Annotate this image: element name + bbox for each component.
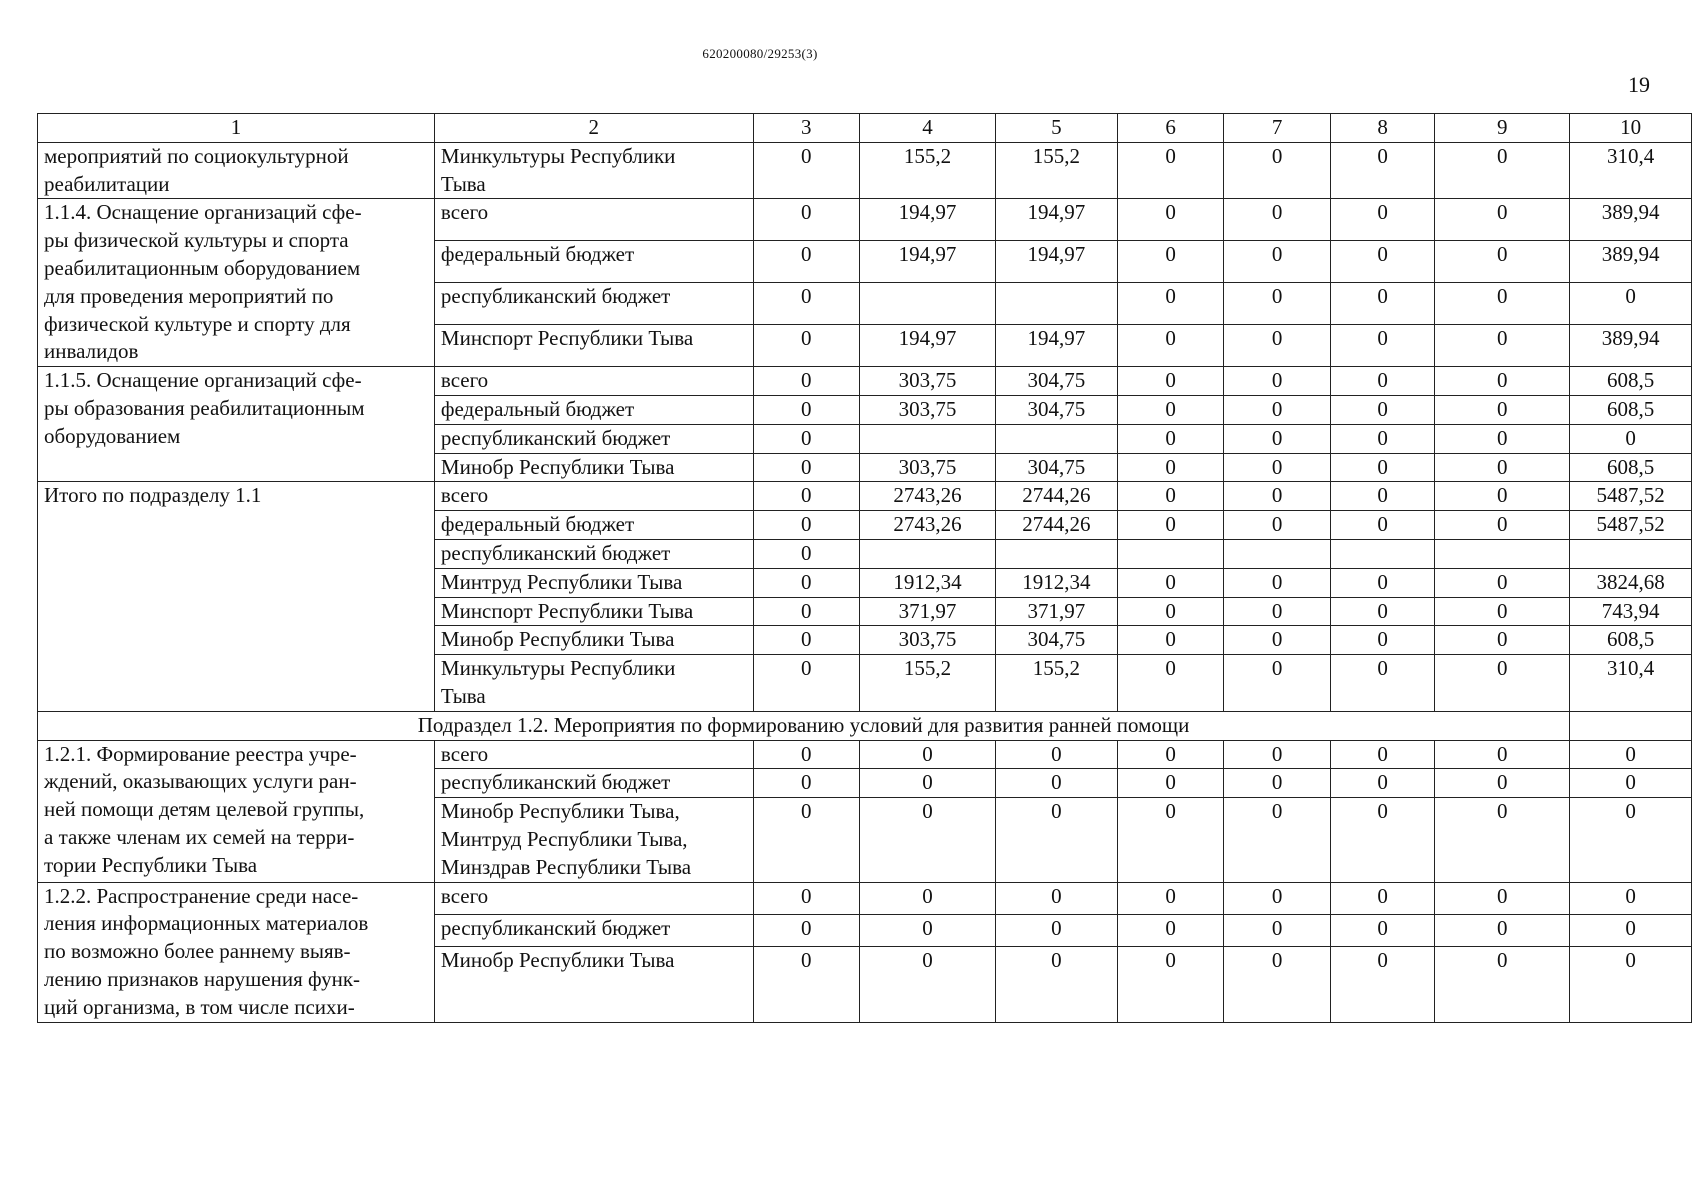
funding-source: Минспорт Республики Тыва xyxy=(434,325,753,367)
funding-source: всего xyxy=(434,740,753,769)
value-col-4: 0 xyxy=(860,798,996,882)
value-col-3: 0 xyxy=(753,740,860,769)
value-col-6: 0 xyxy=(1117,655,1224,712)
value-col-4: 303,75 xyxy=(860,453,996,482)
value-col-4: 155,2 xyxy=(860,655,996,712)
value-col-9: 0 xyxy=(1435,769,1570,798)
value-col-3: 0 xyxy=(753,882,860,914)
value-col-7: 0 xyxy=(1224,769,1331,798)
value-col-9: 0 xyxy=(1435,740,1570,769)
value-col-10: 389,94 xyxy=(1570,199,1692,241)
value-col-9: 0 xyxy=(1435,597,1570,626)
value-col-10: 743,94 xyxy=(1570,597,1692,626)
measure-name: 1.2.1. Формирование реестра учре- ждений, оказывающих услуги ран- ней помощи детям целевой группы, а также членам их семей на терри- тории Республики Тыва xyxy=(38,740,435,882)
column-header-3: 3 xyxy=(753,114,860,143)
value-col-3: 0 xyxy=(753,241,860,283)
column-header-5: 5 xyxy=(996,114,1118,143)
value-col-7: 0 xyxy=(1224,798,1331,882)
value-col-8: 0 xyxy=(1330,283,1434,325)
value-col-9 xyxy=(1435,539,1570,568)
value-col-7: 0 xyxy=(1224,482,1331,511)
value-col-4: 2743,26 xyxy=(860,511,996,540)
value-col-3: 0 xyxy=(753,325,860,367)
value-col-5 xyxy=(996,424,1118,453)
value-col-9: 0 xyxy=(1435,325,1570,367)
value-col-8: 0 xyxy=(1330,740,1434,769)
value-col-3: 0 xyxy=(753,453,860,482)
value-col-3: 0 xyxy=(753,946,860,1022)
value-col-9: 0 xyxy=(1435,798,1570,882)
column-header-1: 1 xyxy=(38,114,435,143)
column-header-7: 7 xyxy=(1224,114,1331,143)
value-col-6: 0 xyxy=(1117,597,1224,626)
value-col-10: 0 xyxy=(1570,882,1692,914)
value-col-5: 0 xyxy=(996,882,1118,914)
value-col-4 xyxy=(860,539,996,568)
value-col-9: 0 xyxy=(1435,395,1570,424)
value-col-6: 0 xyxy=(1117,142,1224,199)
value-col-5: 155,2 xyxy=(996,655,1118,712)
value-col-10: 0 xyxy=(1570,740,1692,769)
value-col-7: 0 xyxy=(1224,946,1331,1022)
funding-source: республиканский бюджет xyxy=(434,283,753,325)
value-col-3: 0 xyxy=(753,626,860,655)
value-col-5 xyxy=(996,539,1118,568)
value-col-9: 0 xyxy=(1435,142,1570,199)
value-col-7: 0 xyxy=(1224,367,1331,396)
value-col-4: 303,75 xyxy=(860,626,996,655)
value-col-7: 0 xyxy=(1224,453,1331,482)
value-col-4: 0 xyxy=(860,740,996,769)
value-col-8: 0 xyxy=(1330,914,1434,946)
value-col-9: 0 xyxy=(1435,199,1570,241)
value-col-6: 0 xyxy=(1117,626,1224,655)
value-col-4: 0 xyxy=(860,882,996,914)
value-col-6: 0 xyxy=(1117,482,1224,511)
measure-name: Итого по подразделу 1.1 xyxy=(38,482,435,711)
value-col-9: 0 xyxy=(1435,283,1570,325)
funding-source: всего xyxy=(434,367,753,396)
funding-source: всего xyxy=(434,482,753,511)
value-col-10: 608,5 xyxy=(1570,626,1692,655)
value-col-10: 5487,52 xyxy=(1570,482,1692,511)
value-col-10: 0 xyxy=(1570,424,1692,453)
funding-source: Минтруд Республики Тыва xyxy=(434,568,753,597)
value-col-10: 0 xyxy=(1570,914,1692,946)
table-row xyxy=(38,367,1692,396)
value-col-4: 0 xyxy=(860,946,996,1022)
value-col-9: 0 xyxy=(1435,241,1570,283)
value-col-4: 1912,34 xyxy=(860,568,996,597)
value-col-8: 0 xyxy=(1330,626,1434,655)
value-col-4: 2743,26 xyxy=(860,482,996,511)
value-col-9: 0 xyxy=(1435,424,1570,453)
value-col-4 xyxy=(860,424,996,453)
value-col-4: 0 xyxy=(860,914,996,946)
value-col-9: 0 xyxy=(1435,511,1570,540)
value-col-6: 0 xyxy=(1117,283,1224,325)
value-col-9: 0 xyxy=(1435,882,1570,914)
value-col-6: 0 xyxy=(1117,199,1224,241)
funding-source: Минобр Республики Тыва xyxy=(434,946,753,1022)
funding-source: всего xyxy=(434,882,753,914)
value-col-4: 0 xyxy=(860,769,996,798)
funding-source: Минкультуры Республики Тыва xyxy=(434,142,753,199)
measure-name: мероприятий по социокультурной реабилитации xyxy=(38,142,435,199)
value-col-7: 0 xyxy=(1224,395,1331,424)
value-col-4 xyxy=(860,283,996,325)
value-col-6: 0 xyxy=(1117,453,1224,482)
value-col-4: 371,97 xyxy=(860,597,996,626)
value-col-7: 0 xyxy=(1224,597,1331,626)
value-col-5: 2744,26 xyxy=(996,511,1118,540)
funding-source: Минкультуры Республики Тыва xyxy=(434,655,753,712)
value-col-8: 0 xyxy=(1330,655,1434,712)
value-col-7: 0 xyxy=(1224,142,1331,199)
value-col-8: 0 xyxy=(1330,395,1434,424)
column-header-2: 2 xyxy=(434,114,753,143)
value-col-9: 0 xyxy=(1435,655,1570,712)
value-col-7: 0 xyxy=(1224,283,1331,325)
value-col-6: 0 xyxy=(1117,914,1224,946)
value-col-5: 304,75 xyxy=(996,367,1118,396)
value-col-6: 0 xyxy=(1117,946,1224,1022)
value-col-8: 0 xyxy=(1330,482,1434,511)
value-col-5: 194,97 xyxy=(996,241,1118,283)
value-col-5: 2744,26 xyxy=(996,482,1118,511)
value-col-7: 0 xyxy=(1224,655,1331,712)
value-col-7: 0 xyxy=(1224,424,1331,453)
value-col-3: 0 xyxy=(753,798,860,882)
value-col-6: 0 xyxy=(1117,367,1224,396)
value-col-6: 0 xyxy=(1117,798,1224,882)
value-col-3: 0 xyxy=(753,367,860,396)
value-col-7: 0 xyxy=(1224,740,1331,769)
table-row xyxy=(38,482,1692,511)
value-col-10: 0 xyxy=(1570,769,1692,798)
value-col-5: 304,75 xyxy=(996,395,1118,424)
value-col-5: 0 xyxy=(996,740,1118,769)
measure-name: 1.1.5. Оснащение организаций сфе- ры образования реабилитационным оборудованием xyxy=(38,367,435,482)
document-number: 620200080/29253(3) xyxy=(702,46,818,61)
value-col-5: 194,97 xyxy=(996,325,1118,367)
value-col-10: 310,4 xyxy=(1570,142,1692,199)
value-col-8: 0 xyxy=(1330,597,1434,626)
value-col-6 xyxy=(1117,539,1224,568)
subsection-title: Подраздел 1.2. Мероприятия по формированию условий для развития ранней помощи xyxy=(38,711,1570,740)
value-col-3: 0 xyxy=(753,199,860,241)
value-col-6: 0 xyxy=(1117,882,1224,914)
funding-source: федеральный бюджет xyxy=(434,241,753,283)
value-col-10: 0 xyxy=(1570,946,1692,1022)
value-col-7: 0 xyxy=(1224,626,1331,655)
value-col-5: 304,75 xyxy=(996,453,1118,482)
value-col-7: 0 xyxy=(1224,241,1331,283)
funding-source: федеральный бюджет xyxy=(434,511,753,540)
funding-source: Минобр Республики Тыва xyxy=(434,453,753,482)
value-col-5: 155,2 xyxy=(996,142,1118,199)
value-col-7: 0 xyxy=(1224,882,1331,914)
value-col-7 xyxy=(1224,539,1331,568)
header-row xyxy=(38,114,1692,143)
value-col-3: 0 xyxy=(753,142,860,199)
table-row xyxy=(38,882,1692,914)
value-col-9: 0 xyxy=(1435,367,1570,396)
value-col-8: 0 xyxy=(1330,882,1434,914)
value-col-8: 0 xyxy=(1330,367,1434,396)
value-col-4: 303,75 xyxy=(860,395,996,424)
value-col-5 xyxy=(996,283,1118,325)
value-col-9: 0 xyxy=(1435,453,1570,482)
value-col-8: 0 xyxy=(1330,798,1434,882)
value-col-3: 0 xyxy=(753,568,860,597)
value-col-9: 0 xyxy=(1435,482,1570,511)
value-col-8: 0 xyxy=(1330,424,1434,453)
value-col-3: 0 xyxy=(753,539,860,568)
column-header-4: 4 xyxy=(860,114,996,143)
value-col-10: 3824,68 xyxy=(1570,568,1692,597)
value-col-10: 0 xyxy=(1570,283,1692,325)
column-header-6: 6 xyxy=(1117,114,1224,143)
subsection-row xyxy=(38,711,1692,740)
value-col-3: 0 xyxy=(753,511,860,540)
value-col-6: 0 xyxy=(1117,395,1224,424)
value-col-10: 310,4 xyxy=(1570,655,1692,712)
value-col-5: 0 xyxy=(996,769,1118,798)
value-col-10: 608,5 xyxy=(1570,453,1692,482)
funding-source: республиканский бюджет xyxy=(434,539,753,568)
value-col-10: 608,5 xyxy=(1570,395,1692,424)
table-row xyxy=(38,142,1692,199)
column-header-8: 8 xyxy=(1330,114,1434,143)
value-col-10: 389,94 xyxy=(1570,241,1692,283)
measure-name: 1.2.2. Распространение среди насе- ления информационных материалов по возможно более раннему выяв- лению признаков нарушения функ- ций организма, в том числе психи- xyxy=(38,882,435,1022)
funding-source: федеральный бюджет xyxy=(434,395,753,424)
column-header-10: 10 xyxy=(1570,114,1692,143)
value-col-8: 0 xyxy=(1330,511,1434,540)
value-col-5: 304,75 xyxy=(996,626,1118,655)
value-col-7: 0 xyxy=(1224,568,1331,597)
funding-source: республиканский бюджет xyxy=(434,769,753,798)
value-col-7: 0 xyxy=(1224,325,1331,367)
value-col-8 xyxy=(1330,539,1434,568)
funding-source: всего xyxy=(434,199,753,241)
value-col-5: 194,97 xyxy=(996,199,1118,241)
value-col-4: 194,97 xyxy=(860,199,996,241)
value-col-6: 0 xyxy=(1117,325,1224,367)
subsection-empty-cell xyxy=(1570,711,1692,740)
funding-source: Минобр Республики Тыва, Минтруд Республики Тыва, Минздрав Республики Тыва xyxy=(434,798,753,882)
value-col-3: 0 xyxy=(753,482,860,511)
value-col-4: 194,97 xyxy=(860,325,996,367)
value-col-9: 0 xyxy=(1435,946,1570,1022)
value-col-8: 0 xyxy=(1330,325,1434,367)
table-row xyxy=(38,740,1692,769)
value-col-7: 0 xyxy=(1224,511,1331,540)
measure-name: 1.1.4. Оснащение организаций сфе- ры физической культуры и спорта реабилитационным оборудованием для проведения мероприятий по физической культуре и спорту для инвалидов xyxy=(38,199,435,367)
value-col-4: 194,97 xyxy=(860,241,996,283)
funding-source: Минобр Республики Тыва xyxy=(434,626,753,655)
value-col-10: 0 xyxy=(1570,798,1692,882)
value-col-8: 0 xyxy=(1330,769,1434,798)
value-col-10 xyxy=(1570,539,1692,568)
value-col-7: 0 xyxy=(1224,199,1331,241)
value-col-8: 0 xyxy=(1330,142,1434,199)
budget-table xyxy=(37,113,1692,1023)
table-row xyxy=(38,199,1692,241)
value-col-3: 0 xyxy=(753,655,860,712)
column-header-9: 9 xyxy=(1435,114,1570,143)
value-col-5: 1912,34 xyxy=(996,568,1118,597)
value-col-8: 0 xyxy=(1330,453,1434,482)
value-col-8: 0 xyxy=(1330,946,1434,1022)
value-col-3: 0 xyxy=(753,914,860,946)
page-number: 19 xyxy=(1628,72,1650,97)
value-col-7: 0 xyxy=(1224,914,1331,946)
value-col-5: 0 xyxy=(996,914,1118,946)
value-col-3: 0 xyxy=(753,283,860,325)
value-col-6: 0 xyxy=(1117,511,1224,540)
value-col-5: 0 xyxy=(996,946,1118,1022)
value-col-10: 608,5 xyxy=(1570,367,1692,396)
value-col-4: 155,2 xyxy=(860,142,996,199)
value-col-6: 0 xyxy=(1117,241,1224,283)
value-col-3: 0 xyxy=(753,395,860,424)
value-col-3: 0 xyxy=(753,769,860,798)
funding-source: республиканский бюджет xyxy=(434,914,753,946)
value-col-8: 0 xyxy=(1330,568,1434,597)
value-col-8: 0 xyxy=(1330,241,1434,283)
value-col-3: 0 xyxy=(753,424,860,453)
funding-source: республиканский бюджет xyxy=(434,424,753,453)
value-col-3: 0 xyxy=(753,597,860,626)
value-col-6: 0 xyxy=(1117,568,1224,597)
value-col-6: 0 xyxy=(1117,424,1224,453)
value-col-9: 0 xyxy=(1435,568,1570,597)
value-col-10: 5487,52 xyxy=(1570,511,1692,540)
value-col-9: 0 xyxy=(1435,626,1570,655)
value-col-6: 0 xyxy=(1117,769,1224,798)
funding-source: Минспорт Республики Тыва xyxy=(434,597,753,626)
value-col-4: 303,75 xyxy=(860,367,996,396)
value-col-5: 0 xyxy=(996,798,1118,882)
value-col-9: 0 xyxy=(1435,914,1570,946)
value-col-5: 371,97 xyxy=(996,597,1118,626)
value-col-8: 0 xyxy=(1330,199,1434,241)
value-col-6: 0 xyxy=(1117,740,1224,769)
value-col-10: 389,94 xyxy=(1570,325,1692,367)
